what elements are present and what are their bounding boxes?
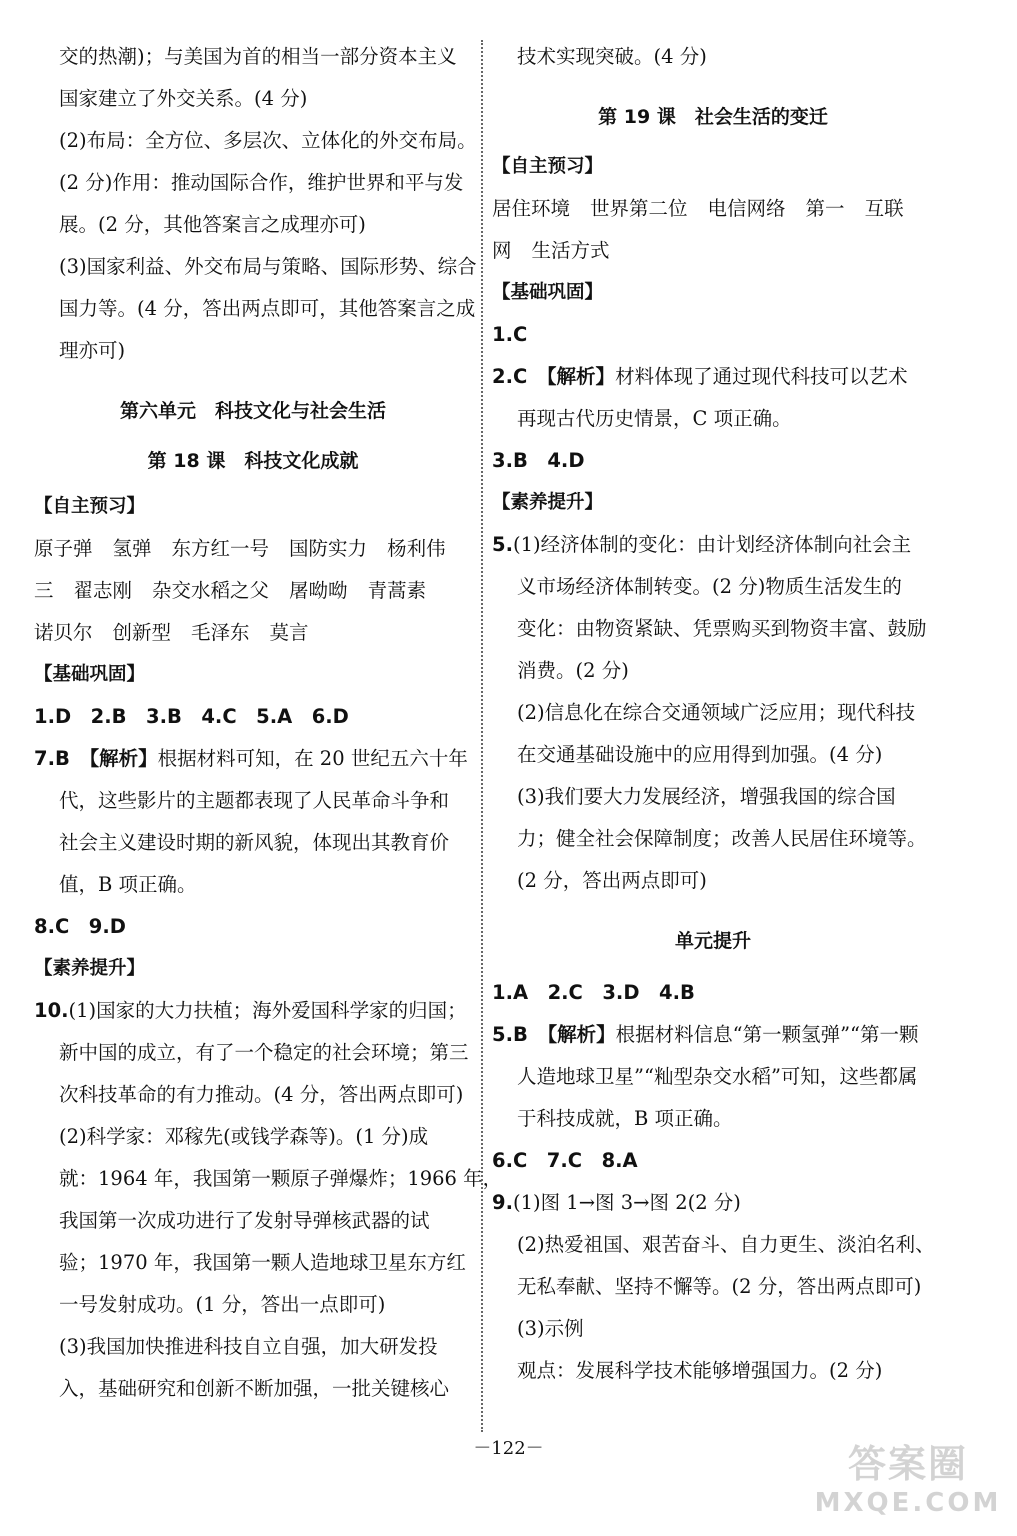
answer-item xyxy=(492,356,934,398)
text-line: 在交通基础设施中的应用得到加强。(4 分) xyxy=(517,743,883,766)
text-line: 验；1970 年，我国第一颗人造地球卫星东方红 xyxy=(59,1251,466,1274)
preview-word: 毛泽东 xyxy=(191,621,250,644)
text-line: 就：1964 年，我国第一颗原子弹爆炸；1966 年， xyxy=(59,1167,503,1190)
text-line: 国力等。(4 分，答出两点即可，其他答案言之成 xyxy=(59,297,476,320)
preview-word: 莫言 xyxy=(269,621,309,644)
preview-word: 国防实力 xyxy=(289,537,368,560)
watermark-text: 答案圈 xyxy=(847,1442,968,1486)
page-number: －122－ xyxy=(473,1438,544,1459)
lesson-title: 第 18 课 科技文化成就 xyxy=(147,450,359,472)
text-line: 次科技革命的有力推动。(4 分，答出两点即可) xyxy=(59,1083,464,1106)
preview-word: 屠呦呦 xyxy=(289,579,348,602)
section-heading: 【素养提升】 xyxy=(492,492,604,513)
text-line: (2)布局：全方位、多层次、立体化的外交布局。 xyxy=(59,129,477,152)
text-line: (3)国家利益、外交布局与策略、国际形势、综合 xyxy=(59,255,477,278)
preview-word: 世界第二位 xyxy=(590,197,688,220)
left-column xyxy=(34,36,503,1410)
text-line: 新中国的成立，有了一个稳定的社会环境；第三 xyxy=(59,1041,469,1064)
text-line: (1)国家的大力扶植；海外爱国科学家的归国； xyxy=(68,999,467,1022)
answer-number: 9. xyxy=(492,1191,513,1214)
analysis-tag: 【解析】 xyxy=(89,747,158,770)
answer-line: 1.C xyxy=(492,323,528,346)
preview-word: 生活方式 xyxy=(531,239,610,262)
answer-item xyxy=(34,738,472,780)
unit-title: 第六单元 科技文化与社会生活 xyxy=(119,400,386,422)
answer-number: 10. xyxy=(34,999,69,1022)
text-line: 力；健全社会保障制度；改善人民居住环境等。 xyxy=(517,827,927,850)
preview-word: 原子弹 xyxy=(34,537,93,560)
preview-word: 翟志刚 xyxy=(73,579,133,602)
text-line: 变化：由物资紧缺、凭票购买到物资丰富、鼓励 xyxy=(517,617,927,640)
text-line: (3)我国加快推进科技自立自强，加大研发投 xyxy=(59,1335,438,1358)
text-line: 社会主义建设时期的新风貌，体现出其教育价 xyxy=(59,831,450,854)
text-line: (2 分)作用：推动国际合作，维护世界和平与发 xyxy=(59,171,464,194)
analysis-tag: 【解析】 xyxy=(547,1023,616,1046)
section-heading: 【自主预习】 xyxy=(34,496,146,517)
answer-number: 5.B xyxy=(492,1023,548,1046)
text-line: 于科技成就，B 项正确。 xyxy=(517,1107,733,1130)
text-line: 国家建立了外交关系。(4 分) xyxy=(59,87,308,110)
answer-item xyxy=(492,1182,934,1224)
answer-number: 7.B xyxy=(34,747,90,770)
preview-words-row xyxy=(492,230,934,272)
lesson-title: 第 19 课 社会生活的变迁 xyxy=(598,106,828,128)
preview-words-row xyxy=(34,528,472,570)
text-line: 入，基础研究和创新不断加强，一批关键核心 xyxy=(59,1377,450,1400)
text-line: (1)图 1→图 3→图 2(2 分) xyxy=(512,1191,741,1214)
text-line: (3)示例 xyxy=(517,1317,584,1340)
section-heading: 【基础巩固】 xyxy=(492,282,604,303)
preview-words-row xyxy=(34,570,472,612)
watermark-logo xyxy=(813,1440,1003,1528)
text-line: 观点：发展科学技术能够增强国力。(2 分) xyxy=(517,1359,883,1382)
watermark-url: MXQE.COM xyxy=(814,1488,1002,1518)
text-line: (2)热爱祖国、艰苦奋斗、自力更生、淡泊名利、 xyxy=(517,1233,935,1256)
text-line: 一号发射成功。(1 分，答出一点即可) xyxy=(59,1293,386,1316)
answer-item xyxy=(492,1014,934,1056)
text-line: 根据材料信息“第一颗氢弹”“第一颗 xyxy=(615,1023,919,1046)
preview-word: 创新型 xyxy=(112,621,172,644)
preview-word: 杂交水稻之父 xyxy=(152,579,270,602)
text-line: 义市场经济体制转变。(2 分)物质生活发生的 xyxy=(517,575,902,598)
text-line: 我国第一次成功进行了发射导弹核武器的试 xyxy=(59,1209,430,1232)
answer-number: 5. xyxy=(492,533,513,556)
preview-words-row xyxy=(492,188,934,230)
text-line: 值，B 项正确。 xyxy=(59,873,197,896)
text-line: (1)经济体制的变化：由计划经济体制向社会主 xyxy=(512,533,912,556)
unit-review-title: 单元提升 xyxy=(674,930,751,952)
answer-item xyxy=(492,524,934,566)
text-line: 交的热潮)；与美国为首的相当一部分资本主义 xyxy=(59,45,457,68)
preview-word: 居住环境 xyxy=(492,197,571,220)
answer-item xyxy=(34,990,472,1032)
section-heading: 【自主预习】 xyxy=(492,156,604,177)
answer-line: 8.C 9.D xyxy=(34,915,126,938)
text-line: 人造地球卫星”“籼型杂交水稻”可知，这些都属 xyxy=(517,1065,918,1088)
preview-word: 青蒿素 xyxy=(367,579,427,602)
analysis-tag: 【解析】 xyxy=(546,365,616,388)
right-column xyxy=(492,36,934,1392)
preview-word: 氢弹 xyxy=(112,537,152,560)
text-line: 根据材料可知，在 20 世纪五六十年 xyxy=(157,747,468,770)
text-line: 无私奉献、坚持不懈等。(2 分，答出两点即可) xyxy=(517,1275,922,1298)
preview-word: 第一 xyxy=(805,197,845,220)
preview-words-row xyxy=(34,612,472,654)
text-line: 再现古代历史情景，C 项正确。 xyxy=(517,407,792,430)
text-line: 技术实现突破。(4 分) xyxy=(517,45,707,68)
text-line: 消费。(2 分) xyxy=(517,659,629,682)
text-line: (2)信息化在综合交通领域广泛应用；现代科技 xyxy=(517,701,916,724)
preview-word: 诺贝尔 xyxy=(34,621,93,644)
section-heading: 【素养提升】 xyxy=(34,958,146,979)
text-line: 展。(2 分，其他答案言之成理亦可) xyxy=(59,213,366,236)
answer-line: 6.C 7.C 8.A xyxy=(492,1149,638,1172)
answer-line: 1.A 2.C 3.D 4.B xyxy=(492,981,695,1004)
text-line: 理亦可) xyxy=(59,339,126,362)
text-line: 代，这些影片的主题都表现了人民革命斗争和 xyxy=(59,789,450,812)
answer-number: 2.C xyxy=(492,365,547,388)
text-line: (2)科学家：邓稼先(或钱学森等)。(1 分)成 xyxy=(59,1125,429,1148)
preview-word: 网 xyxy=(492,239,512,262)
answer-line: 3.B 4.D xyxy=(492,449,585,472)
preview-word: 东方红一号 xyxy=(171,537,270,560)
preview-word: 三 xyxy=(34,579,54,602)
text-line: (3)我们要大力发展经济，增强我国的综合国 xyxy=(517,785,896,808)
preview-word: 互联 xyxy=(864,197,904,220)
text-line: (2 分，答出两点即可) xyxy=(517,869,707,892)
section-heading: 【基础巩固】 xyxy=(34,664,146,685)
preview-word: 电信网络 xyxy=(707,197,786,220)
text-line: 材料体现了通过现代科技可以艺术 xyxy=(615,365,908,388)
answer-line: 1.D 2.B 3.B 4.C 5.A 6.D xyxy=(34,705,349,728)
preview-word: 杨利伟 xyxy=(387,537,446,560)
column-divider xyxy=(481,40,483,1432)
